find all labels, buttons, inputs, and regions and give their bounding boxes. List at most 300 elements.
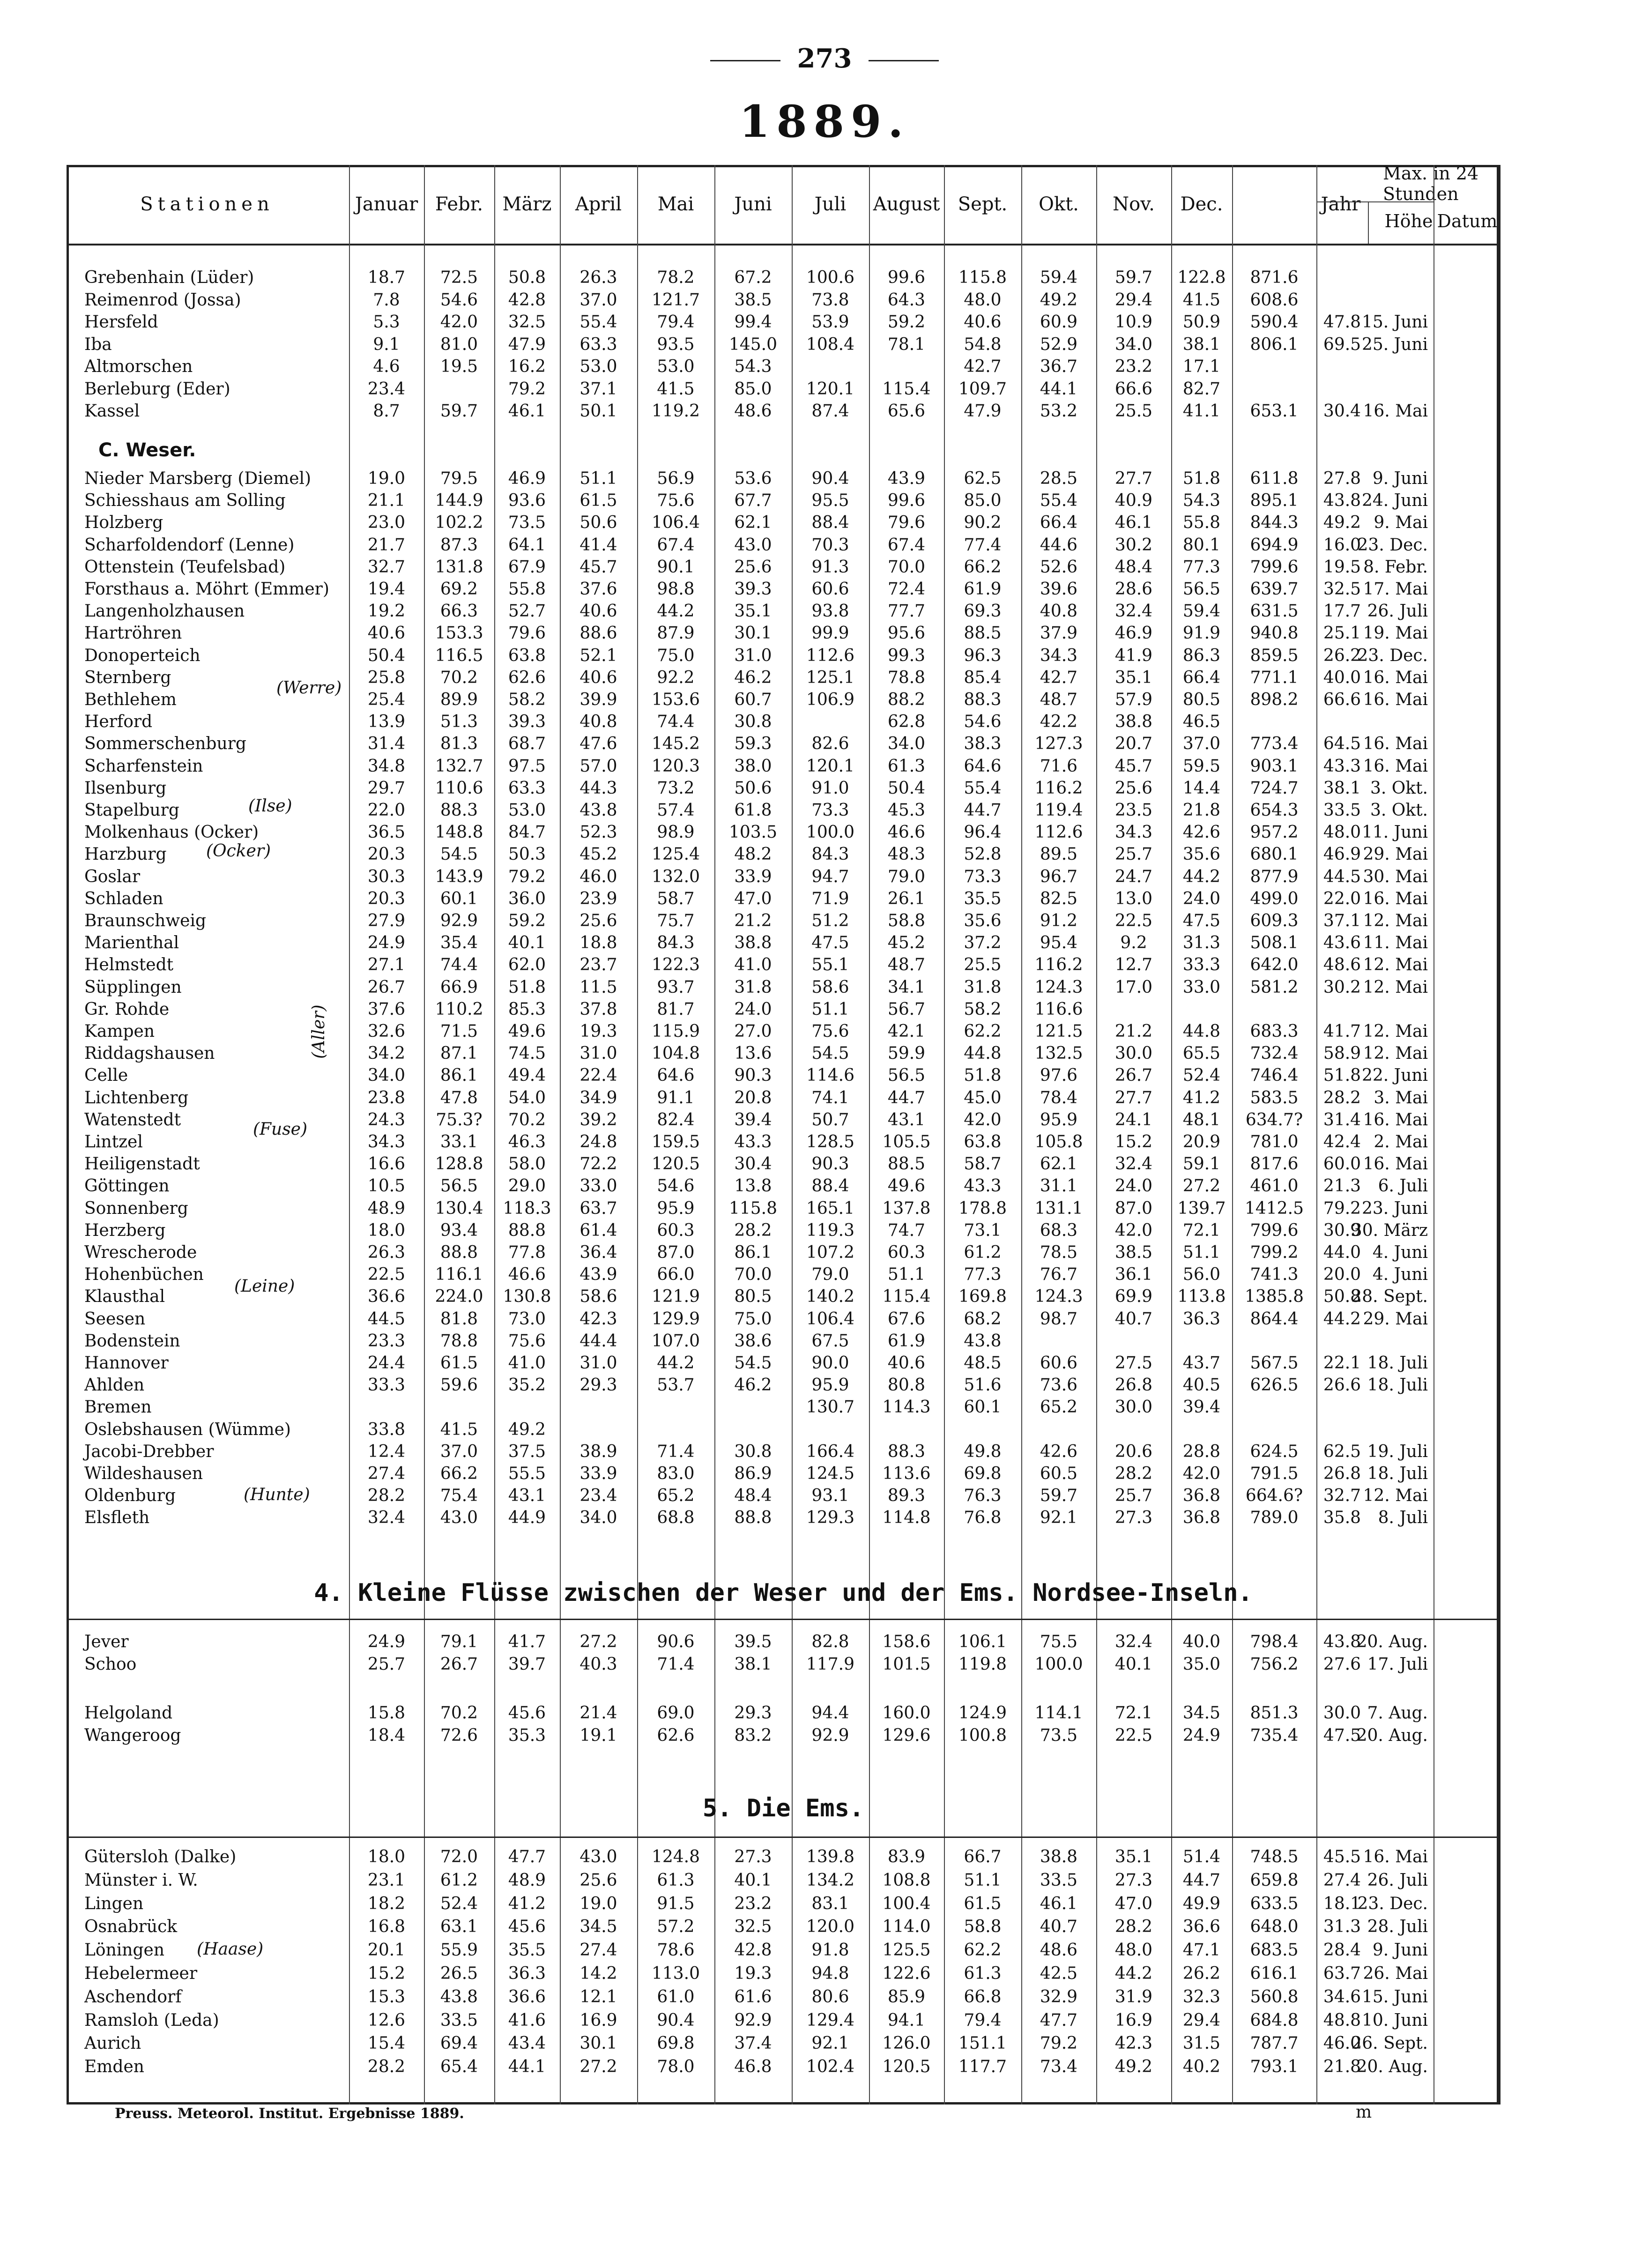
table-cell: 38.1	[1182, 335, 1221, 354]
table-cell: 31.4	[1323, 1110, 1361, 1130]
table-cell: 27.3	[734, 1847, 772, 1866]
table-cell: 7.8	[373, 290, 400, 310]
station-name: Bodenstein	[84, 1331, 180, 1351]
table-cell: 27.5	[1114, 1353, 1153, 1373]
table-cell: 63.3	[579, 335, 617, 354]
table-cell: 46.1	[1040, 1894, 1078, 1913]
table-cell: 40.6	[367, 624, 406, 643]
table-cell: 69.4	[440, 2034, 478, 2053]
table-cell: 65.2	[1040, 1398, 1078, 1417]
table-cell: 26.7	[440, 1655, 478, 1674]
table-cell: 77.3	[1182, 558, 1221, 577]
table-cell: 798.4	[1250, 1632, 1299, 1651]
table-cell: 99.9	[811, 624, 849, 643]
table-cell: 90.0	[811, 1353, 849, 1373]
table-cell: 6. Juli	[1378, 1176, 1428, 1196]
table-cell: 10. Juni	[1361, 2011, 1428, 2030]
table-cell: 58.2	[964, 1000, 1002, 1019]
table-cell: 29.4	[1114, 290, 1153, 310]
table-cell: 8. Febr.	[1363, 558, 1428, 577]
table-cell: 70.3	[811, 535, 849, 555]
table-cell: 4. Juni	[1372, 1265, 1428, 1284]
table-cell: 33.3	[1182, 955, 1221, 974]
table-cell: 88.5	[964, 624, 1002, 643]
table-cell: 43.8	[1323, 1632, 1361, 1651]
station-name: Münster i. W.	[84, 1871, 198, 1890]
table-cell: 19.5	[1323, 558, 1361, 577]
table-cell: 37.1	[1323, 911, 1361, 930]
table-cell: 91.9	[1182, 624, 1221, 643]
table-cell: 23.7	[579, 955, 617, 974]
table-cell: 633.5	[1250, 1894, 1299, 1913]
table-cell: 86.9	[734, 1464, 772, 1483]
table-cell: 683.3	[1250, 1022, 1299, 1041]
station-name: Nieder Marsberg (Diemel)	[84, 469, 312, 488]
table-cell: 54.6	[440, 290, 478, 310]
table-cell: 957.2	[1250, 823, 1299, 842]
table-cell: 46.1	[508, 402, 546, 421]
table-cell: 28.2	[734, 1221, 772, 1240]
table-cell: 92.9	[811, 1726, 849, 1745]
table-cell: 34.3	[1040, 646, 1078, 665]
table-cell: 114.0	[882, 1917, 931, 1936]
table-cell: 63.1	[440, 1917, 478, 1936]
table-cell: 560.8	[1250, 1987, 1299, 2007]
table-cell: 35.6	[1182, 845, 1221, 864]
table-cell: 80.1	[1182, 535, 1221, 555]
table-cell: 49.2	[1040, 290, 1078, 310]
table-cell: 112.6	[1034, 823, 1083, 842]
table-cell: 35.4	[440, 933, 478, 952]
table-row	[0, 668, 1649, 690]
table-cell: 61.8	[734, 801, 772, 820]
table-cell: 104.8	[651, 1044, 700, 1063]
table-row	[0, 1000, 1649, 1021]
table-cell: 35.0	[1182, 1655, 1221, 1674]
table-cell: 130.8	[503, 1287, 551, 1306]
table-cell: 32.5	[1323, 580, 1361, 599]
table-cell: 16.8	[367, 1917, 406, 1936]
table-cell: 18. Juli	[1367, 1464, 1428, 1483]
table-cell: 47.7	[508, 1847, 546, 1866]
table-cell: 115.4	[882, 1287, 931, 1306]
table-cell: 122.8	[1177, 268, 1226, 287]
table-cell: 128.5	[806, 1132, 855, 1152]
table-cell: 48.0	[964, 290, 1002, 310]
table-cell: 30.1	[734, 624, 772, 643]
table-row	[0, 1221, 1649, 1242]
table-cell: 32.6	[367, 1022, 406, 1041]
table-cell: 58.2	[508, 690, 546, 709]
table-cell: 70.2	[440, 1703, 478, 1723]
table-cell: 78.8	[440, 1331, 478, 1351]
table-cell: 72.1	[1182, 1221, 1221, 1240]
table-cell: 54.3	[1182, 491, 1221, 510]
header-max-divider	[1316, 201, 1434, 202]
table-cell: 684.8	[1250, 2011, 1299, 2030]
station-name: Goslar	[84, 867, 141, 886]
table-cell: 44.9	[508, 1508, 546, 1527]
table-cell: 52.8	[964, 845, 1002, 864]
station-name: Klausthal	[84, 1287, 165, 1306]
table-cell: 20.7	[1114, 734, 1153, 753]
table-cell: 21.2	[734, 911, 772, 930]
table-cell: 78.5	[1040, 1243, 1078, 1262]
table-cell: 59.7	[1114, 268, 1153, 287]
table-cell: 113.6	[882, 1464, 931, 1483]
table-cell: 85.9	[887, 1987, 926, 2007]
table-cell: 73.2	[657, 779, 695, 798]
table-cell: 19. Mai	[1363, 624, 1428, 643]
table-cell: 159.5	[651, 1132, 700, 1152]
table-cell: 51.8	[1323, 1066, 1361, 1085]
table-cell: 75.0	[734, 1309, 772, 1329]
table-cell: 61.9	[887, 1331, 926, 1351]
table-cell: 47.5	[1323, 1726, 1361, 1745]
table-cell: 724.7	[1250, 779, 1299, 798]
table-cell: 30.9	[1323, 1221, 1361, 1240]
table-cell: 53.7	[657, 1376, 695, 1395]
table-cell: 148.8	[435, 823, 483, 842]
station-name: Löningen	[84, 1941, 164, 1960]
table-cell: 26. Juli	[1367, 602, 1428, 621]
table-cell: 42.8	[508, 290, 546, 310]
table-cell: 55.9	[440, 1941, 478, 1960]
table-cell: 125.5	[882, 1941, 931, 1960]
table-cell: 16. Mai	[1363, 1110, 1428, 1130]
table-cell: 732.4	[1250, 1044, 1299, 1063]
table-cell: 78.4	[1040, 1088, 1078, 1108]
table-cell: 44.0	[1323, 1243, 1361, 1262]
table-cell: 44.7	[1182, 1871, 1221, 1890]
header-month: Juli	[814, 193, 847, 215]
table-cell: 37.0	[440, 1442, 478, 1461]
table-cell: 30.2	[1323, 978, 1361, 997]
table-cell: 38.1	[734, 1655, 772, 1674]
station-name: Scharfoldendorf (Lenne)	[84, 535, 295, 555]
table-cell: 567.5	[1250, 1353, 1299, 1373]
table-cell: 771.1	[1250, 668, 1299, 687]
table-cell: 34.0	[1114, 335, 1153, 354]
table-cell: 61.5	[440, 1353, 478, 1373]
table-cell: 28.2	[1323, 1088, 1361, 1108]
table-row	[0, 290, 1649, 312]
table-cell: 26. Juli	[1367, 1871, 1428, 1890]
table-row	[0, 1110, 1649, 1132]
header-month: Sept.	[958, 193, 1008, 215]
table-cell: 74.1	[811, 1088, 849, 1108]
table-cell: 119.3	[806, 1221, 855, 1240]
table-cell: 90.2	[964, 513, 1002, 532]
table-cell: 128.8	[435, 1154, 483, 1174]
table-cell: 30.4	[734, 1154, 772, 1174]
table-cell: 75.4	[440, 1486, 478, 1505]
table-cell: 66.0	[657, 1265, 695, 1284]
table-cell: 124.5	[806, 1464, 855, 1483]
table-cell: 642.0	[1250, 955, 1299, 974]
table-cell: 44.1	[1040, 379, 1078, 399]
table-row	[0, 1655, 1649, 1676]
table-cell: 59.1	[1182, 1154, 1221, 1174]
table-cell: 24.3	[367, 1110, 406, 1130]
table-cell: 151.1	[958, 2034, 1007, 2053]
table-cell: 120.1	[806, 757, 855, 776]
table-cell: 40.8	[579, 712, 617, 731]
table-cell: 169.8	[958, 1287, 1007, 1306]
table-cell: 117.7	[958, 2057, 1007, 2076]
table-cell: 8. Juli	[1378, 1508, 1428, 1527]
table-cell: 41.7	[508, 1632, 546, 1651]
table-row	[0, 1022, 1649, 1043]
table-cell: 34.5	[1182, 1703, 1221, 1723]
table-cell: 55.4	[1040, 491, 1078, 510]
station-name: Aurich	[84, 2034, 141, 2053]
table-cell: 94.7	[811, 867, 849, 886]
table-cell: 694.9	[1250, 535, 1299, 555]
table-cell: 89.9	[440, 690, 478, 709]
table-cell: 115.4	[882, 379, 931, 399]
table-cell: 895.1	[1250, 491, 1299, 510]
table-cell: 24. Juni	[1361, 491, 1428, 510]
table-cell: 124.9	[958, 1703, 1007, 1723]
section-rule	[69, 1837, 1498, 1838]
table-cell: 69.0	[657, 1703, 695, 1723]
table-cell: 31.9	[1114, 1987, 1153, 2007]
table-cell: 89.5	[1040, 845, 1078, 864]
table-cell: 29. Mai	[1363, 1309, 1428, 1329]
table-cell: 36.6	[367, 1287, 406, 1306]
table-cell: 88.4	[811, 1176, 849, 1196]
table-cell: 43.8	[964, 1331, 1002, 1351]
table-cell: 20. Aug.	[1356, 2057, 1428, 2076]
table-row	[0, 624, 1649, 645]
table-cell: 42.7	[1040, 668, 1078, 687]
table-cell: 63.8	[964, 1132, 1002, 1152]
table-cell: 124.8	[651, 1847, 700, 1866]
table-cell: 16. Mai	[1363, 668, 1428, 687]
table-cell: 24.9	[367, 933, 406, 952]
table-cell: 16.2	[508, 357, 546, 376]
table-row	[0, 1871, 1649, 1892]
table-cell: 38.5	[1114, 1243, 1153, 1262]
table-cell: 126.0	[882, 2034, 931, 2053]
table-cell: 35.1	[734, 602, 772, 621]
table-cell: 91.2	[1040, 911, 1078, 930]
table-cell: 508.1	[1250, 933, 1299, 952]
station-name: Hohenbüchen	[84, 1265, 204, 1284]
table-cell: 30.2	[1114, 535, 1153, 555]
table-cell: 139.8	[806, 1847, 855, 1866]
station-name: Molkenhaus (Ocker)	[84, 823, 259, 842]
table-cell: 67.5	[811, 1331, 849, 1351]
table-cell: 41.9	[1114, 646, 1153, 665]
table-cell: 85.0	[964, 491, 1002, 510]
table-cell: 92.1	[811, 2034, 849, 2053]
table-cell: 48.9	[508, 1871, 546, 1890]
table-cell: 30.1	[579, 2034, 617, 2053]
station-name: Bethlehem	[84, 690, 177, 709]
table-cell: 24.0	[734, 1000, 772, 1019]
table-cell: 109.7	[958, 379, 1007, 399]
table-cell: 56.5	[1182, 580, 1221, 599]
table-cell: 60.1	[964, 1398, 1002, 1417]
table-cell: 43.1	[508, 1486, 546, 1505]
table-cell: 107.0	[651, 1331, 700, 1351]
table-cell: 125.1	[806, 668, 855, 687]
table-cell: 106.4	[806, 1309, 855, 1329]
station-name: Herzberg	[84, 1221, 166, 1240]
table-cell: 27.7	[1114, 469, 1153, 488]
table-cell: 61.4	[579, 1221, 617, 1240]
table-cell: 16. Mai	[1363, 1154, 1428, 1174]
table-cell: 80.5	[1182, 690, 1221, 709]
table-cell: 132.5	[1034, 1044, 1083, 1063]
table-cell: 52.6	[1040, 558, 1078, 577]
table-cell: 53.0	[508, 801, 546, 820]
table-cell: 35.8	[1323, 1508, 1361, 1527]
table-cell: 63.8	[508, 646, 546, 665]
table-cell: 32.9	[1040, 1987, 1078, 2007]
table-cell: 91.1	[657, 1088, 695, 1108]
table-cell: 20.3	[367, 889, 406, 908]
table-cell: 16. Mai	[1363, 1847, 1428, 1866]
table-row	[0, 1420, 1649, 1442]
table-cell: 65.2	[657, 1486, 695, 1505]
table-cell: 51.4	[1182, 1847, 1221, 1866]
table-cell: 24.1	[1114, 1110, 1153, 1130]
header-month: April	[575, 193, 622, 215]
table-cell: 94.1	[887, 2011, 926, 2030]
table-cell: 62.0	[508, 955, 546, 974]
table-cell: 75.7	[657, 911, 695, 930]
table-cell: 120.3	[651, 757, 700, 776]
table-cell: 49.9	[1182, 1894, 1221, 1913]
table-cell: 103.5	[728, 823, 778, 842]
table-cell: 42.3	[1114, 2034, 1153, 2053]
table-cell: 61.3	[657, 1871, 695, 1890]
table-cell: 64.1	[508, 535, 546, 555]
table-cell: 28.2	[367, 2057, 406, 2076]
table-cell: 43.7	[1182, 1353, 1221, 1373]
table-cell: 78.8	[887, 668, 926, 687]
table-row	[0, 469, 1649, 491]
table-cell: 3. Okt.	[1370, 801, 1428, 820]
table-cell: 22.0	[1323, 889, 1361, 908]
table-cell: 18.7	[367, 268, 406, 287]
table-row	[0, 1964, 1649, 1985]
table-cell: 55.4	[579, 312, 617, 332]
table-cell: 24.8	[579, 1132, 617, 1152]
table-cell: 49.8	[964, 1442, 1002, 1461]
table-cell: 68.8	[657, 1508, 695, 1527]
table-cell: 32.4	[1114, 1154, 1153, 1174]
table-cell: 87.0	[657, 1243, 695, 1262]
table-cell: 25.7	[367, 1655, 406, 1674]
table-cell: 124.3	[1034, 1287, 1083, 1306]
table-cell: 129.4	[806, 2011, 855, 2030]
table-cell: 88.3	[440, 801, 478, 820]
header-month: Juni	[734, 193, 772, 215]
table-cell: 61.5	[579, 491, 617, 510]
table-cell: 73.5	[1040, 1726, 1078, 1745]
table-row	[0, 646, 1649, 668]
table-cell: 611.8	[1250, 469, 1299, 488]
table-cell: 60.3	[657, 1221, 695, 1240]
table-cell: 41.2	[1182, 1088, 1221, 1108]
table-cell: 39.2	[579, 1110, 617, 1130]
table-cell: 21.7	[367, 535, 406, 555]
table-cell: 50.9	[1182, 312, 1221, 332]
table-cell: 46.2	[734, 668, 772, 687]
table-cell: 83.0	[657, 1464, 695, 1483]
table-cell: 20.6	[1114, 1442, 1153, 1461]
table-cell: 12.7	[1114, 955, 1153, 974]
table-cell: 50.6	[579, 513, 617, 532]
table-cell: 40.6	[579, 668, 617, 687]
table-cell: 32.5	[508, 312, 546, 332]
station-name: Bremen	[84, 1398, 152, 1417]
station-name: Marienthal	[84, 933, 179, 952]
table-cell: 29.7	[367, 779, 406, 798]
table-row	[0, 955, 1649, 977]
table-cell: 16. Mai	[1363, 690, 1428, 709]
table-cell: 37.6	[367, 1000, 406, 1019]
table-cell: 87.1	[440, 1044, 478, 1063]
table-cell: 45.7	[1114, 757, 1153, 776]
table-cell: 35.1	[1114, 668, 1153, 687]
table-cell: 116.6	[1034, 1000, 1083, 1019]
station-name: Hannover	[84, 1353, 169, 1373]
table-header	[67, 165, 1500, 245]
table-cell: 100.0	[806, 823, 855, 842]
table-row	[0, 558, 1649, 579]
table-cell: 58.8	[887, 911, 926, 930]
table-cell: 69.3	[964, 602, 1002, 621]
table-cell: 2. Mai	[1374, 1132, 1428, 1152]
table-cell: 130.4	[435, 1199, 483, 1218]
table-row	[0, 978, 1649, 999]
table-cell: 68.2	[964, 1309, 1002, 1329]
table-cell: 43.3	[964, 1176, 1002, 1196]
table-cell: 25.1	[1323, 624, 1361, 643]
table-cell: 631.5	[1250, 602, 1299, 621]
table-cell: 131.8	[435, 558, 483, 577]
table-row	[0, 535, 1649, 557]
table-cell: 39.3	[508, 712, 546, 731]
table-cell: 13.9	[367, 712, 406, 731]
table-cell: 17.7	[1323, 602, 1361, 621]
table-cell: 27.7	[1114, 1088, 1153, 1108]
table-cell: 88.5	[887, 1154, 926, 1174]
table-cell: 23. Dec.	[1357, 646, 1428, 665]
table-cell: 70.2	[440, 668, 478, 687]
table-cell: 78.1	[887, 335, 926, 354]
table-row	[0, 580, 1649, 601]
table-cell: 25.7	[1114, 845, 1153, 864]
table-cell: 35.5	[508, 1941, 546, 1960]
table-cell: 44.2	[657, 1353, 695, 1373]
table-cell: 99.6	[887, 268, 926, 287]
station-name: Süpplingen	[84, 978, 182, 997]
table-cell: 47.6	[579, 734, 617, 753]
station-name: Herford	[84, 712, 153, 731]
table-cell: 39.4	[734, 1110, 772, 1130]
table-cell: 27.4	[579, 1941, 617, 1960]
table-cell: 634.7?	[1245, 1110, 1303, 1130]
table-cell: 42.2	[1040, 712, 1078, 731]
page-year-title: 1889.	[739, 96, 910, 148]
table-cell: 31.0	[579, 1044, 617, 1063]
